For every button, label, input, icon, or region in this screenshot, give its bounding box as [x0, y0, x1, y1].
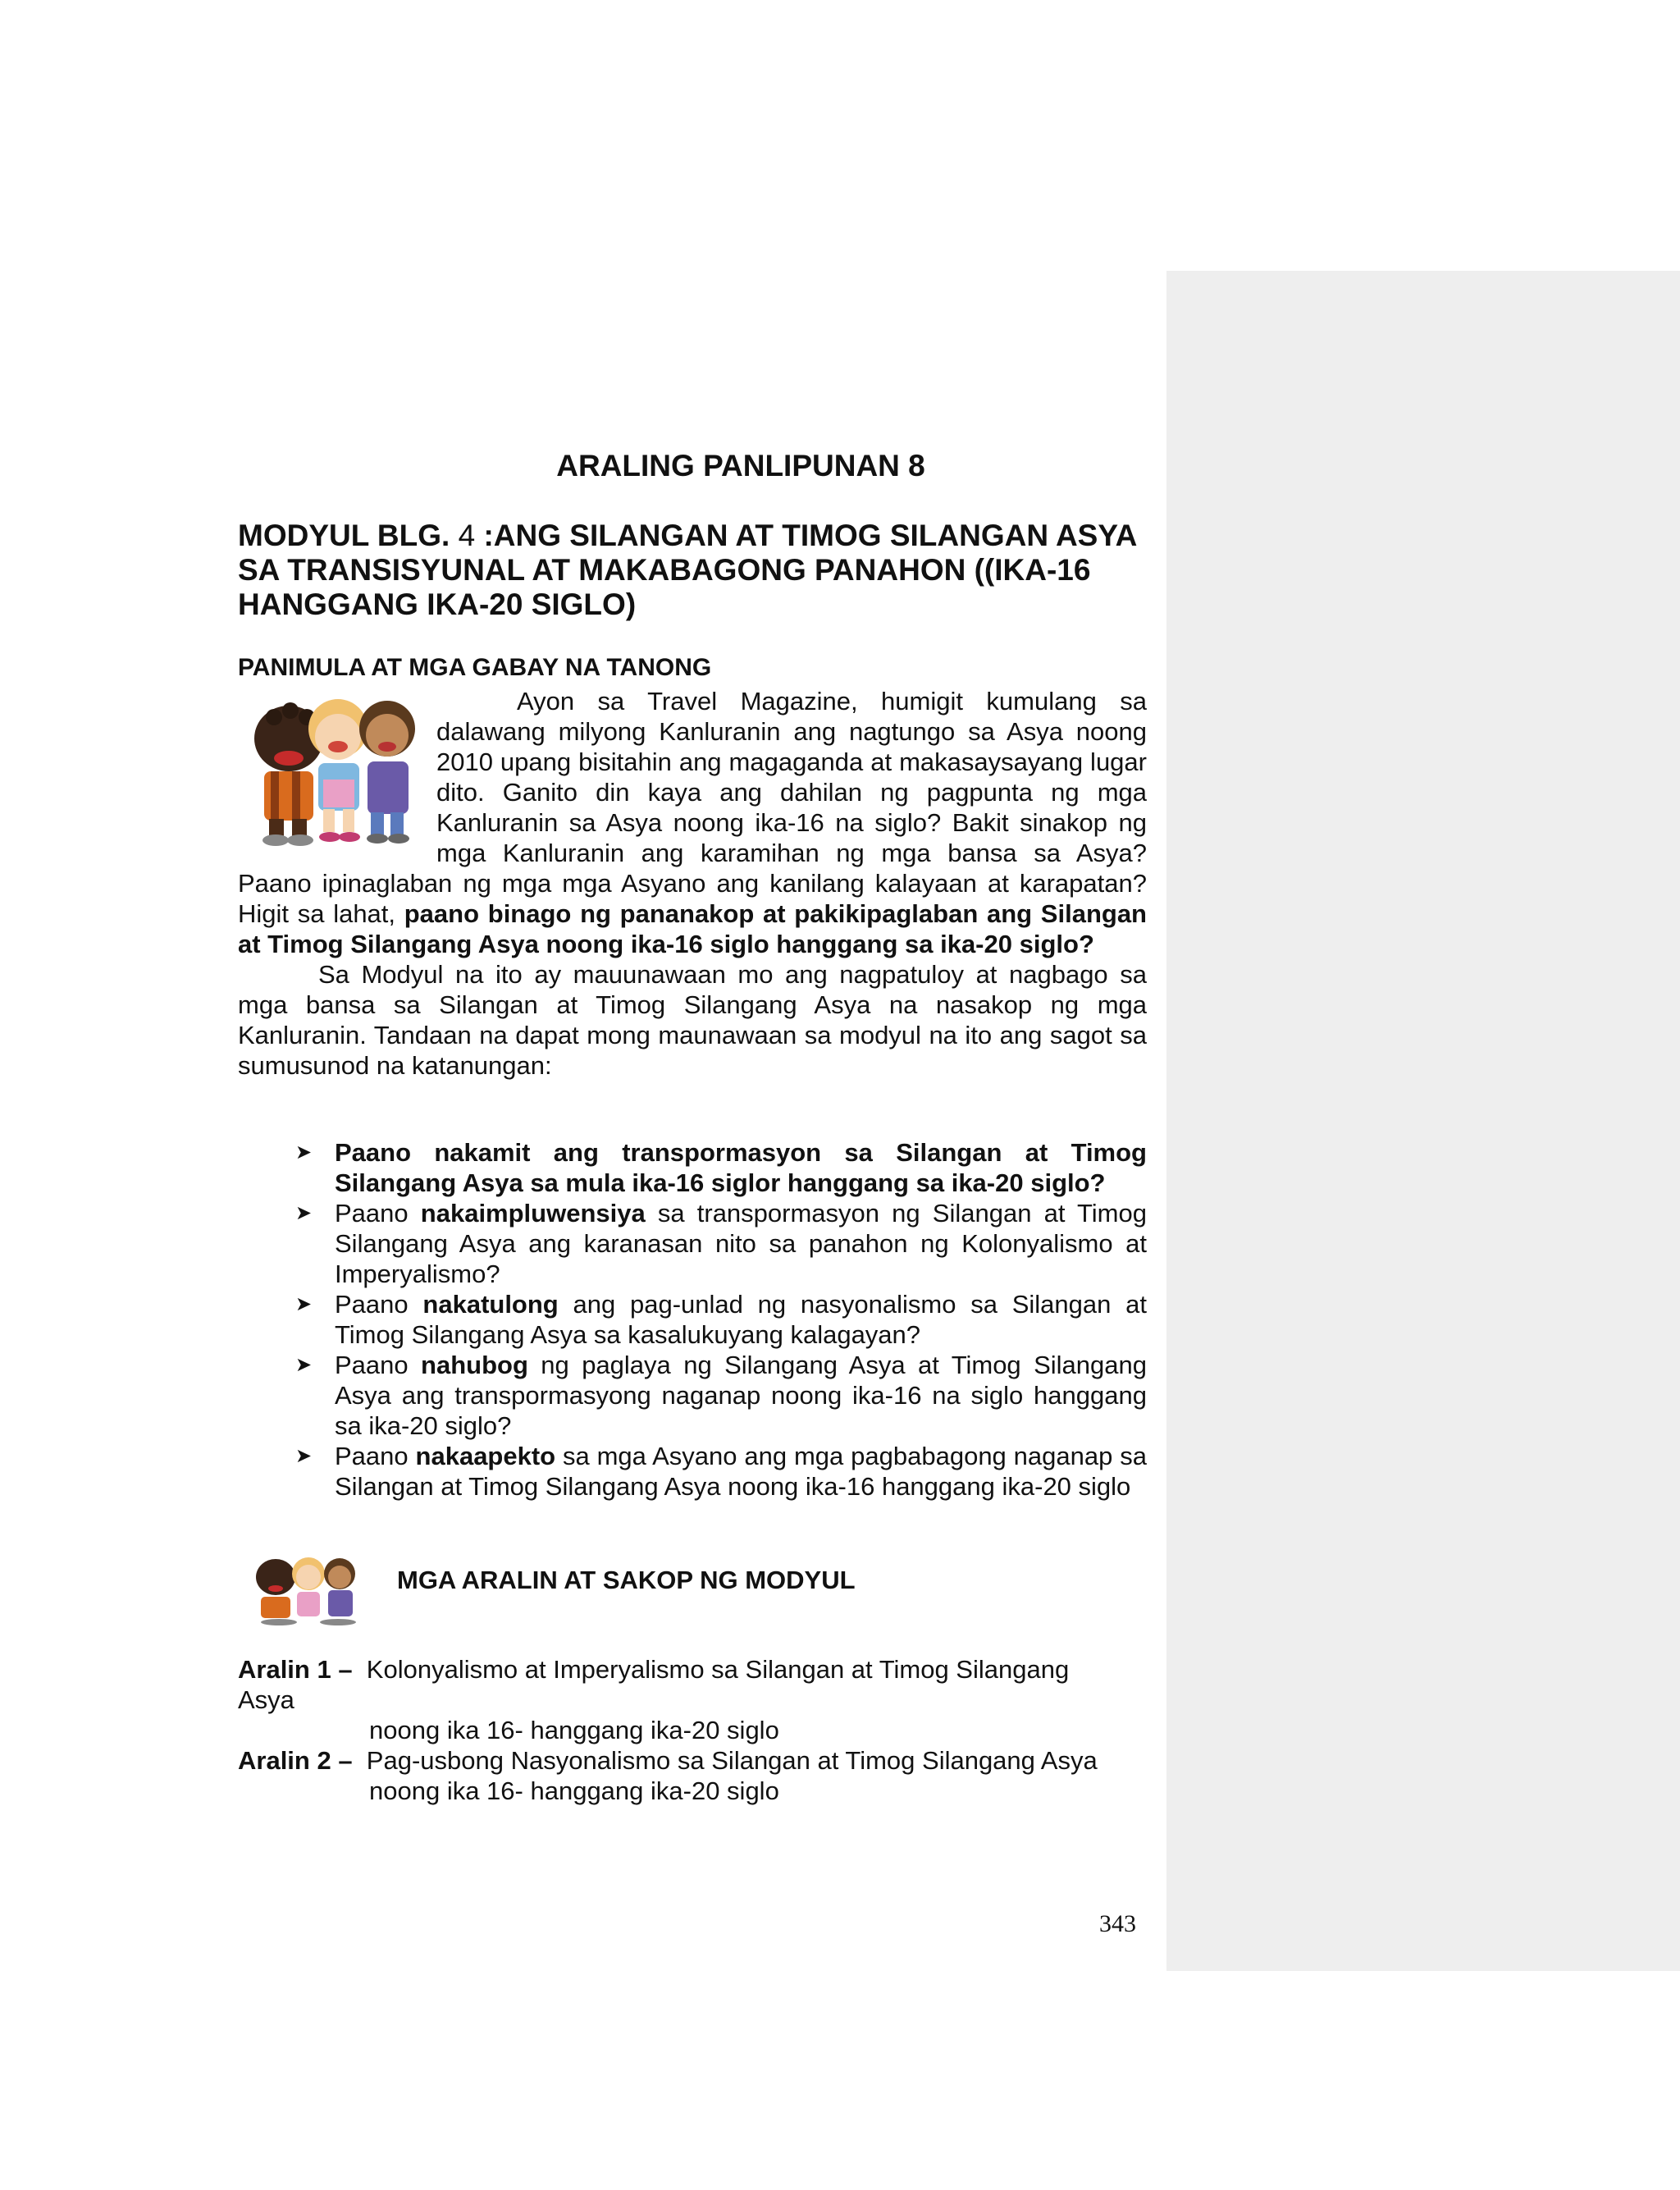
lesson-period: noong ika 16- hanggang ika-20 siglo — [369, 1716, 779, 1744]
arrowhead-bullet-icon: ➤ — [295, 1141, 313, 1164]
lesson-title: Pag-usbong Nasyonalismo sa Silangan at Timog Silangang Asya — [366, 1746, 1098, 1775]
intro-section — [238, 686, 1147, 1081]
module-label: MODYUL BLG. — [238, 519, 450, 552]
list-item: ➤ Paano nakaapekto sa mga Asyano ang mga pagbabagong naganap sa Silangan at Timog Silangang Asya noong ika-16 hanggang ika-20 siglo — [295, 1442, 1147, 1501]
module-title — [238, 519, 1157, 622]
page-title: ARALING PANLIPUNAN 8 — [556, 449, 925, 482]
arrowhead-bullet-icon: ➤ — [295, 1293, 313, 1315]
lesson-label: Aralin 2 – — [238, 1746, 353, 1775]
guide-questions-list — [295, 1137, 1147, 1502]
intro-paragraph-text: Ayon sa Travel Magazine, humigit kumulang sa dalawang milyong Kanluranin ang nagtungo sa Asya noong 2010 upang bisitahin ang magaganda at makasaysayang lugar dito. Ganito din kaya ang dahilan ng pagpunta ng mga Kanluranin sa Asya noong ika-16 na siglo? Bakit sinakop ng mga Kanluranin ang karamihan ng mga bansa sa Asya? Paano ipinaglaban ng mga mga Asyano ang kanilang kalayaan at karapatan? Higit sa lahat, — [238, 687, 1147, 928]
arrowhead-bullet-icon: ➤ — [295, 1202, 313, 1224]
lesson-title: Kolonyalismo at Imperyalismo sa Silangan at Timog Silangang — [366, 1655, 1070, 1684]
intro-key-question: paano binago ng pananakop at pakikipaglaban ang Silangan at Timog Silangang Asya noong ika-16 siglo hanggang sa ika-20 siglo? — [238, 899, 1147, 958]
children-illustration — [238, 689, 427, 848]
lessons-heading: MGA ARALIN AT SAKOP NG MODYUL — [397, 1566, 856, 1594]
intro-paragraph-2: Sa Modyul na ito ay mauunawaan mo ang nagpatuloy at nagbago sa mga bansa sa Silangan at Timog Silangang Asya na nasakop ng mga Kanluranin. Tandaan na dapat mong maunawaan sa modyul na ito ang sagot sa sumusunod na katanungan: — [238, 960, 1147, 1080]
lesson-label: Aralin 1 – — [238, 1655, 353, 1684]
lesson-item — [238, 1745, 1148, 1806]
list-item: ➤ Paano nakaimpluwensiya sa transpormasyon ng Silangan at Timog Silangang Asya ang karanasan nito sa panahon ng Kolonyalismo at Imperyalismo? — [295, 1199, 1147, 1288]
arrowhead-bullet-icon: ➤ — [295, 1354, 313, 1376]
page-number: 343 — [1099, 1910, 1136, 1937]
arrowhead-bullet-icon: ➤ — [295, 1445, 313, 1467]
comment-margin-panel — [1166, 271, 1680, 1971]
child-right — [359, 701, 415, 844]
lesson-period: noong ika 16- hanggang ika-20 siglo — [369, 1776, 779, 1805]
module-number: 4 — [450, 519, 484, 552]
section-heading: PANIMULA AT MGA GABAY NA TANONG — [238, 654, 712, 681]
list-item: ➤ Paano nakamit ang transpormasyon sa Silangan at Timog Silangang Asya sa mula ika-16 siglor hanggang sa ika-20 siglo? — [295, 1138, 1147, 1197]
list-item: ➤ Paano nakatulong ang pag-unlad ng nasyonalismo sa Silangan at Timog Silangang Asya sa kasalukuyang kalagayan? — [295, 1290, 1147, 1349]
lesson-title-wrap: Asya — [238, 1685, 294, 1714]
lesson-item — [238, 1654, 1148, 1745]
list-item: ➤ Paano nahubog ng paglaya ng Silangang Asya at Timog Silangang Asya ang transpormasyong naganap noong ika-16 na siglo hanggang sa ika-20 siglo? — [295, 1351, 1147, 1440]
child-middle — [308, 699, 368, 842]
module-text: :ANG SILANGAN AT TIMOG SILANGAN ASYA SA TRANSISYUNAL AT MAKABAGONG PANAHON ((IKA-16 HANGGANG IKA-20 SIGLO) — [238, 519, 1136, 621]
children-small-illustration — [246, 1552, 371, 1626]
